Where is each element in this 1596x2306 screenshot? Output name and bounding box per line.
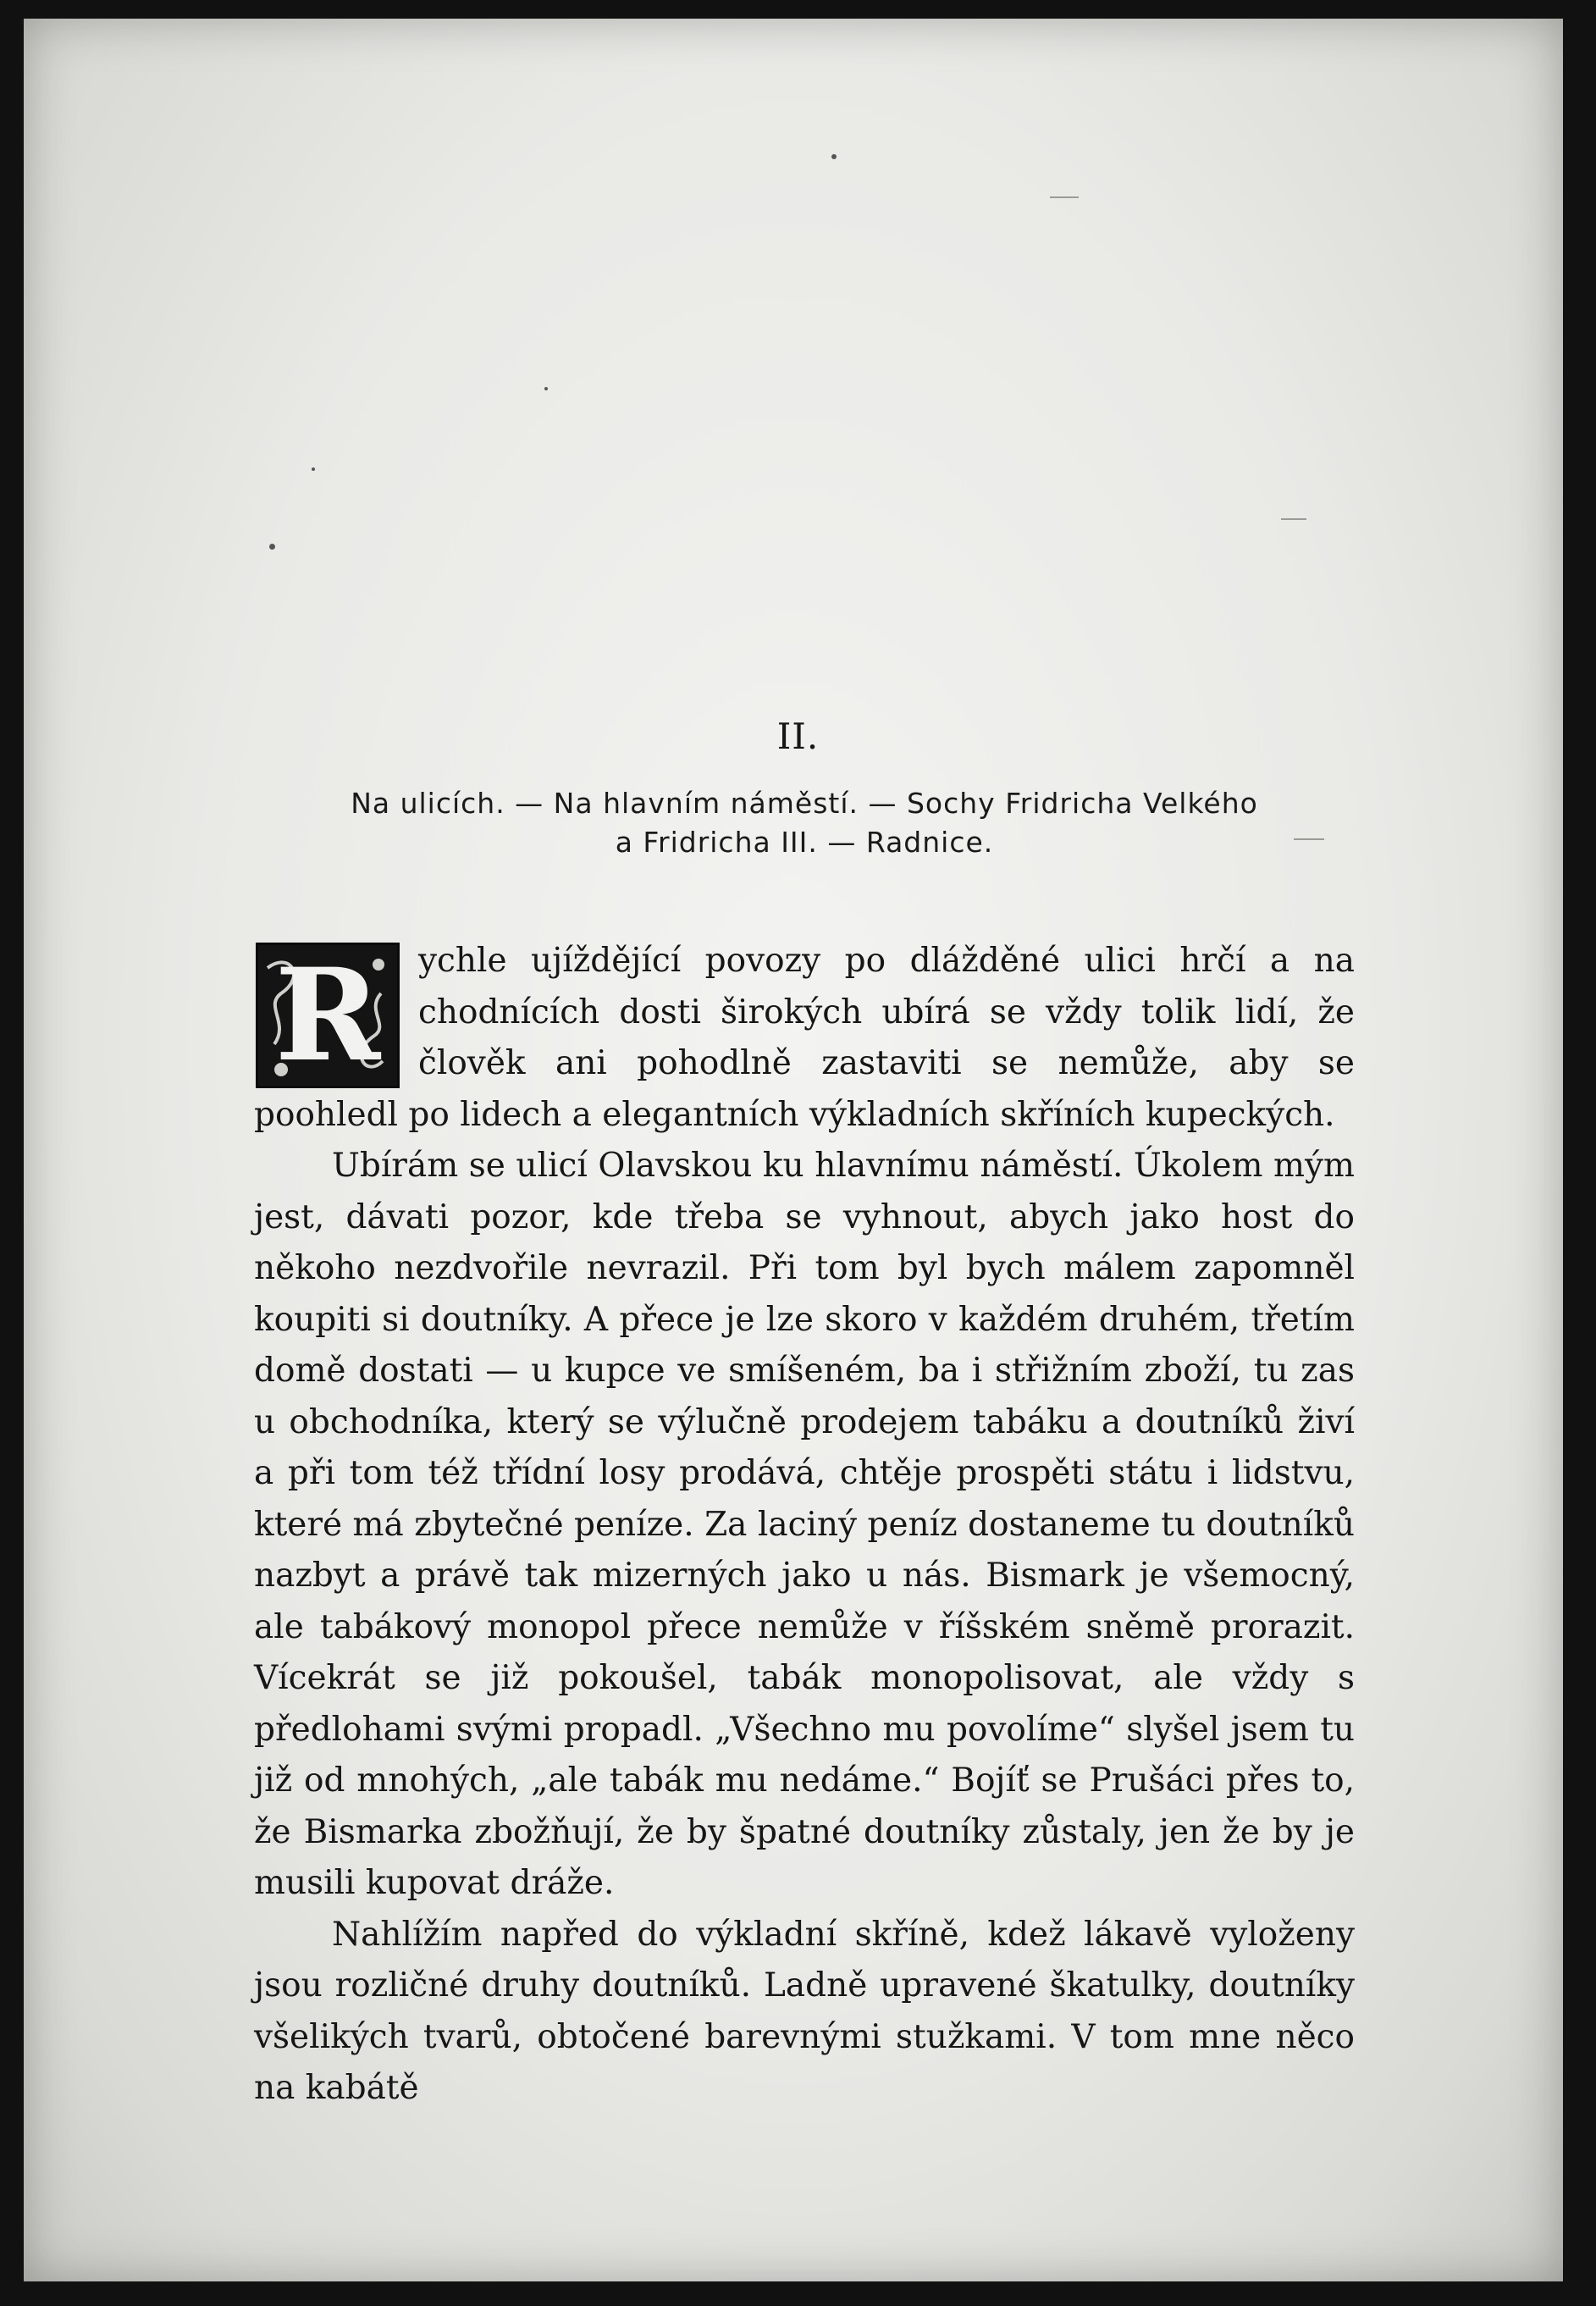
paragraph: Ubírám se ulicí Olavskou ku hlavnímu náměstí. Úkolem mým jest, dávati pozor, kde třeba se vyhnout, abych jako host do někoho nezdvořile nevrazil. Při tom byl bych málem zapomněl koupiti si doutníky. A přece je lze skoro v každém druhém, třetím domě dostati — u kupce ve smíšeném, ba i střižním zboží, tu zas u obchodníka, který se výlučně prodejem tabáku a doutníků živí a při tom též třídní losy prodává, chtěje prospěti státu i lidstvu, které má zbytečné peníze. Za laciný peníz dostaneme tu doutníků nazbyt a právě tak mizerných jako u nás. Bismark je všemocný, ale tabákový monopol přece nemůže v říšském sněmě prorazit. Vícekrát se již pokoušel, tabák monopolisovat, ale vždy s předlohami svými propadl. „Všechno mu povolíme“ slyšel jsem tu již od mnohých, „ale tabák mu nedáme.“ Bojíť se Prušáci přes to, že Bismarka zbožňují, že by špatné doutníky zůstaly, jen že by je musili kupovat dráže. (254, 1147, 1355, 1902)
paragraph (254, 936, 1355, 1141)
ink-speck (312, 467, 315, 471)
paragraph: Nahlížím napřed do výkladní skříně, kdež lákavě vyloženy jsou rozličné druhy doutníků. Ladně upravené škatulky, doutníky všelikých tvarů, obtočené barevnými stužkami. V tom mne něco na kabátě (254, 1915, 1355, 2107)
chapter-summary-line: Na ulicích. — Na hlavním náměstí. — Sochy Fridricha Velkého (351, 787, 1258, 820)
page-mark (1050, 196, 1079, 198)
paragraph-text: ychle ujíždějící povozy po dlážděné ulici hrčí a na chodnících dosti širokých ubírá se vždy tolik lidí, že člověk ani pohodlně zastaviti se nemůže, aby se poohledl po lidech a elegantních výkladních skříních kupeckých. (254, 942, 1355, 1134)
chapter-summary (254, 784, 1355, 862)
ink-speck (831, 154, 837, 159)
ink-speck (269, 544, 275, 550)
chapter-summary-line: a Fridricha III. — Radnice. (615, 826, 994, 859)
chapter-number: II. (776, 716, 820, 757)
body-text (254, 936, 1355, 2115)
page-mark (1281, 518, 1306, 520)
initial-letter: R (274, 941, 381, 1090)
ink-speck (544, 387, 548, 390)
decorative-initial (256, 943, 400, 1088)
